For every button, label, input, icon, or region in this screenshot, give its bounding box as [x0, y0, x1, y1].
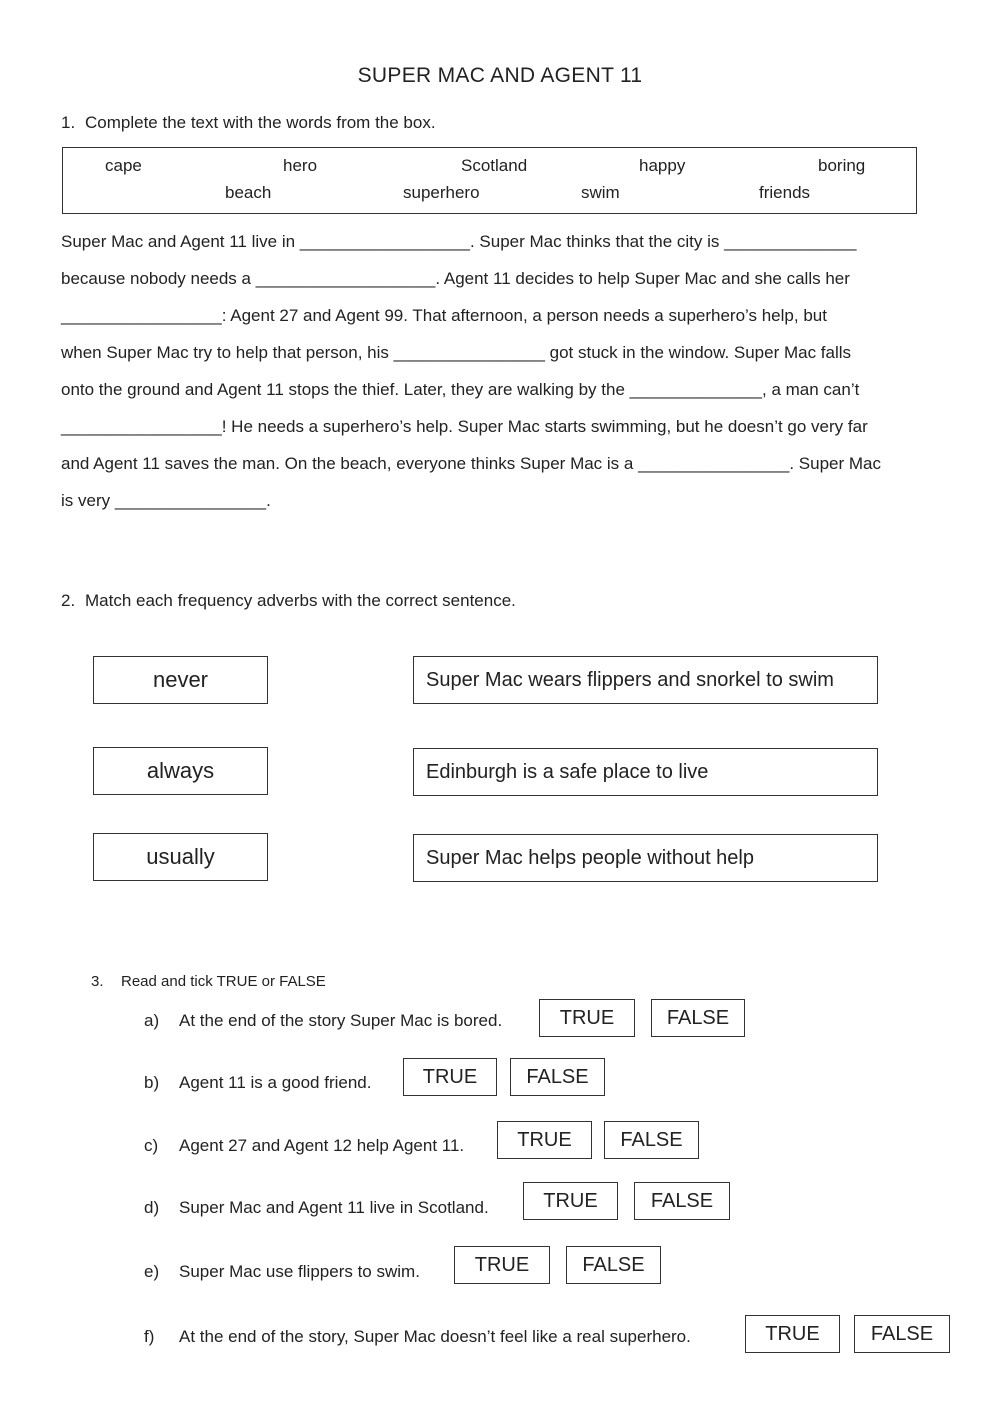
tf-item-d: [144, 1198, 489, 1218]
item-text: Agent 11 is a good friend.: [179, 1073, 372, 1092]
false-button-d[interactable]: FALSE: [634, 1182, 730, 1220]
page-title: SUPER MAC AND AGENT 11: [357, 64, 643, 87]
exercise-1-heading: [61, 113, 436, 133]
true-button-f[interactable]: TRUE: [745, 1315, 840, 1353]
word-friends: friends: [759, 183, 811, 202]
exercise-1-instruction: Complete the text with the words from the box.: [85, 113, 436, 132]
word-superhero: superhero: [403, 183, 480, 202]
adverb-always[interactable]: always: [93, 747, 268, 795]
story-line-6: _________________! He needs a superhero’s help. Super Mac starts swimming, but he doesn’t go very far: [61, 417, 868, 436]
tf-item-e: [144, 1262, 420, 1282]
tf-item-c: [144, 1136, 464, 1156]
story-line-8: is very ________________.: [61, 491, 271, 510]
story-line-4: when Super Mac try to help that person, his ________________ got stuck in the window. Super Mac falls: [61, 343, 852, 362]
true-button-b[interactable]: TRUE: [403, 1058, 497, 1096]
tf-item-f: [144, 1327, 691, 1347]
false-button-a[interactable]: FALSE: [651, 999, 745, 1037]
item-letter: f): [144, 1327, 155, 1346]
true-button-e[interactable]: TRUE: [454, 1246, 550, 1284]
exercise-3-number: 3.: [91, 973, 104, 990]
item-text: At the end of the story Super Mac is bored.: [179, 1011, 503, 1030]
word-boring: boring: [818, 156, 866, 175]
word-hero: hero: [283, 156, 318, 175]
item-letter: d): [144, 1198, 160, 1217]
tf-item-a: [144, 1011, 502, 1031]
exercise-2-number: 2.: [61, 591, 76, 610]
item-letter: e): [144, 1262, 160, 1281]
true-button-c[interactable]: TRUE: [497, 1121, 592, 1159]
false-button-f[interactable]: FALSE: [854, 1315, 950, 1353]
false-button-b[interactable]: FALSE: [510, 1058, 605, 1096]
exercise-2-heading: [61, 591, 516, 611]
word-box: [62, 147, 917, 214]
story-line-3: _________________: Agent 27 and Agent 99. That afternoon, a person needs a superhero’s help, but: [61, 306, 827, 325]
word-beach: beach: [225, 183, 272, 202]
word-cape: cape: [105, 156, 142, 175]
exercise-3-instruction: Read and tick TRUE or FALSE: [121, 973, 326, 990]
word-happy: happy: [639, 156, 686, 175]
exercise-3-heading: [91, 973, 326, 990]
true-button-d[interactable]: TRUE: [523, 1182, 618, 1220]
false-button-e[interactable]: FALSE: [566, 1246, 661, 1284]
exercise-1-number: 1.: [61, 113, 76, 132]
true-button-a[interactable]: TRUE: [539, 999, 635, 1037]
item-letter: a): [144, 1011, 160, 1030]
sentence-helps-people[interactable]: Super Mac helps people without help: [413, 834, 878, 882]
false-button-c[interactable]: FALSE: [604, 1121, 699, 1159]
item-text: Super Mac use flippers to swim.: [179, 1262, 420, 1281]
story-line-7: and Agent 11 saves the man. On the beach, everyone thinks Super Mac is a ________________. Super Mac: [61, 454, 882, 473]
item-text: Agent 27 and Agent 12 help Agent 11.: [179, 1136, 465, 1155]
word-scotland: Scotland: [461, 156, 528, 175]
item-text: Super Mac and Agent 11 live in Scotland.: [179, 1198, 489, 1217]
tf-item-b: [144, 1073, 372, 1093]
story-line-2: because nobody needs a ___________________. Agent 11 decides to help Super Mac and she calls her: [61, 269, 850, 288]
adverb-usually[interactable]: usually: [93, 833, 268, 881]
story-line-1: Super Mac and Agent 11 live in __________________. Super Mac thinks that the city is ______________: [61, 232, 857, 251]
item-text: At the end of the story, Super Mac doesn’t feel like a real superhero.: [179, 1327, 691, 1346]
item-letter: c): [144, 1136, 159, 1155]
sentence-edinburgh[interactable]: Edinburgh is a safe place to live: [413, 748, 878, 796]
exercise-2-instruction: Match each frequency adverbs with the correct sentence.: [85, 591, 516, 610]
item-letter: b): [144, 1073, 160, 1092]
sentence-flippers[interactable]: Super Mac wears flippers and snorkel to swim: [413, 656, 878, 704]
adverb-never[interactable]: never: [93, 656, 268, 704]
story-line-5: onto the ground and Agent 11 stops the thief. Later, they are walking by the ______________, a man can’t: [61, 380, 860, 399]
word-swim: swim: [581, 183, 620, 202]
